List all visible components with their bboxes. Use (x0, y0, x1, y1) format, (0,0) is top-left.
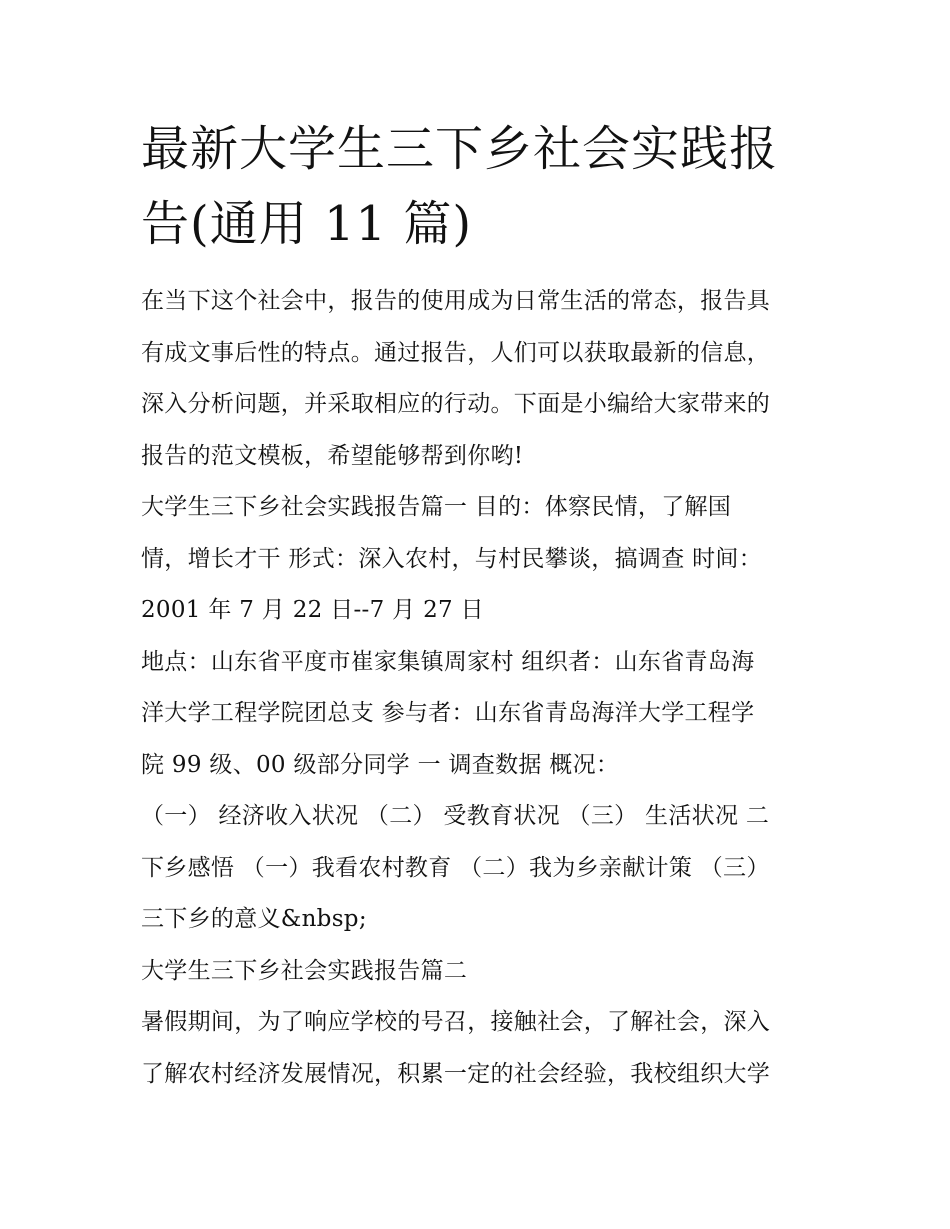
body-line: 情，增长才干 形式：深入农村，与村民攀谈，搞调查 时间： (141, 545, 763, 572)
body-line: 深入分析问题，并采取相应的行动。下面是小编给大家带来的 (141, 391, 771, 417)
body-line: 有成文事后性的特点。通过报告，人们可以获取最新的信息， (141, 339, 771, 366)
document-title (141, 112, 821, 262)
body-line: 了解农村经济发展情况，积累一定的社会经验，我校组织大学 (141, 1060, 771, 1087)
body-line: 在当下这个社会中，报告的使用成为日常生活的常态，报告具 (141, 288, 771, 314)
title-line: 告(通用 11 篇) (141, 196, 473, 252)
body-line: 洋大学工程学院团总支 参与者：山东省青岛海洋大学工程学 (141, 700, 755, 726)
body-line: 院 99 级、00 级部分同学 一 调查数据 概况： (141, 751, 620, 778)
body-line: 2001 年 7 月 22 日--7 月 27 日 (141, 597, 484, 623)
body-line: 下乡感悟 （一）我看农村教育 （二）我为乡亲献计策 （三） (141, 854, 770, 881)
body-line: 大学生三下乡社会实践报告篇一 目的：体察民情，了解国 (141, 494, 732, 520)
body-line: 暑假期间，为了响应学校的号召，接触社会，了解社会，深入 (141, 1009, 771, 1035)
body-line: （一） 经济收入状况 （二） 受教育状况 （三） 生活状况 二 (141, 803, 770, 829)
body-line: 大学生三下乡社会实践报告篇二 (141, 957, 468, 984)
body-line: 地点：山东省平度市崔家集镇周家村 组织者：山东省青岛海 (141, 648, 755, 675)
body-line: 报告的范文模板，希望能够帮到你哟! (141, 442, 524, 469)
document-body (141, 276, 831, 1100)
title-line: 最新大学生三下乡社会实践报 (141, 121, 779, 177)
body-line: 三下乡的意义&nbsp; (141, 906, 367, 932)
